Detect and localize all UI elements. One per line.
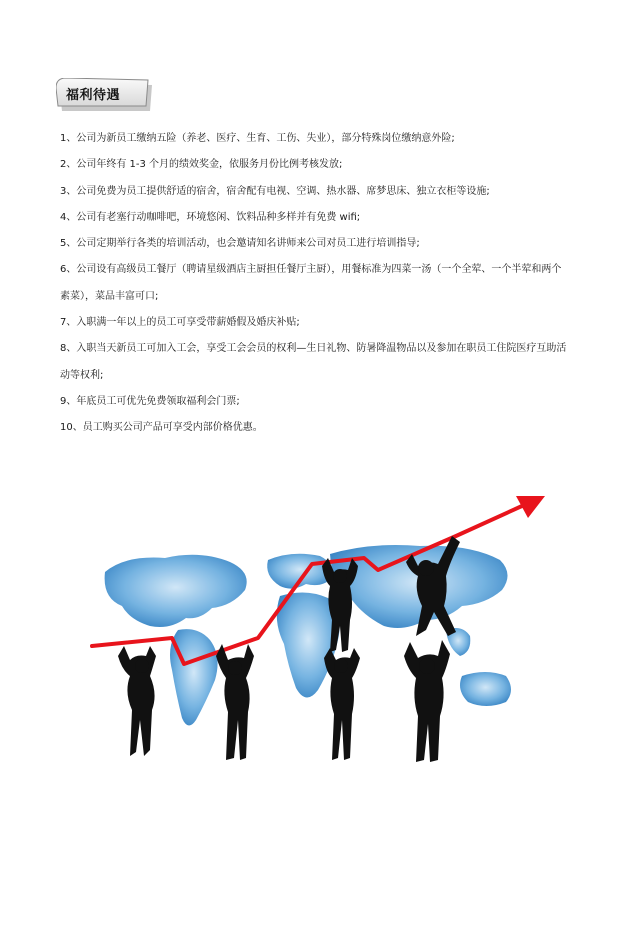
growth-arrow-world-map-icon [0,480,621,780]
list-item: 6、公司设有高级员工餐厅（聘请星级酒店主厨担任餐厅主厨），用餐标准为四菜一汤（一个全荤、一个半荤和两个素菜），菜品丰富可口; [60,264,562,302]
list-item: 8、入职当天新员工可加入工会，享受工会会员的权利—生日礼物、防暑降温物品以及参加在职员工住院医疗互助活动等权利; [60,343,567,381]
list-item: 4、公司有老塞行动咖啡吧，环境悠闲、饮料品种多样并有免费 wifi; [60,211,361,223]
benefits-list [60,126,570,442]
list-item: 9、年底员工可优先免费领取福利会门票; [60,395,240,407]
list-item: 10、员工购买公司产品可享受内部价格优惠。 [60,422,263,434]
list-item: 2、公司年终有 1-3 个月的绩效奖金，依服务月份比例考核发放; [60,159,343,171]
list-item: 5、公司定期举行各类的培训活动，也会邀请知名讲师来公司对员工进行培训指导; [60,238,420,250]
section-header-tab [56,78,150,108]
list-item: 3、公司免费为员工提供舒适的宿舍，宿舍配有电视、空调、热水器、席梦思床、独立衣柜等设施; [60,185,490,197]
section-title: 福利待遇 [66,88,121,103]
list-item: 1、公司为新员工缴纳五险（养老、医疗、生育、工伤、失业），部分特殊岗位缴纳意外险; [60,133,455,144]
list-item: 7、入职满一年以上的员工可享受带薪婚假及婚庆补贴; [60,317,300,329]
growth-illustration [0,480,621,780]
